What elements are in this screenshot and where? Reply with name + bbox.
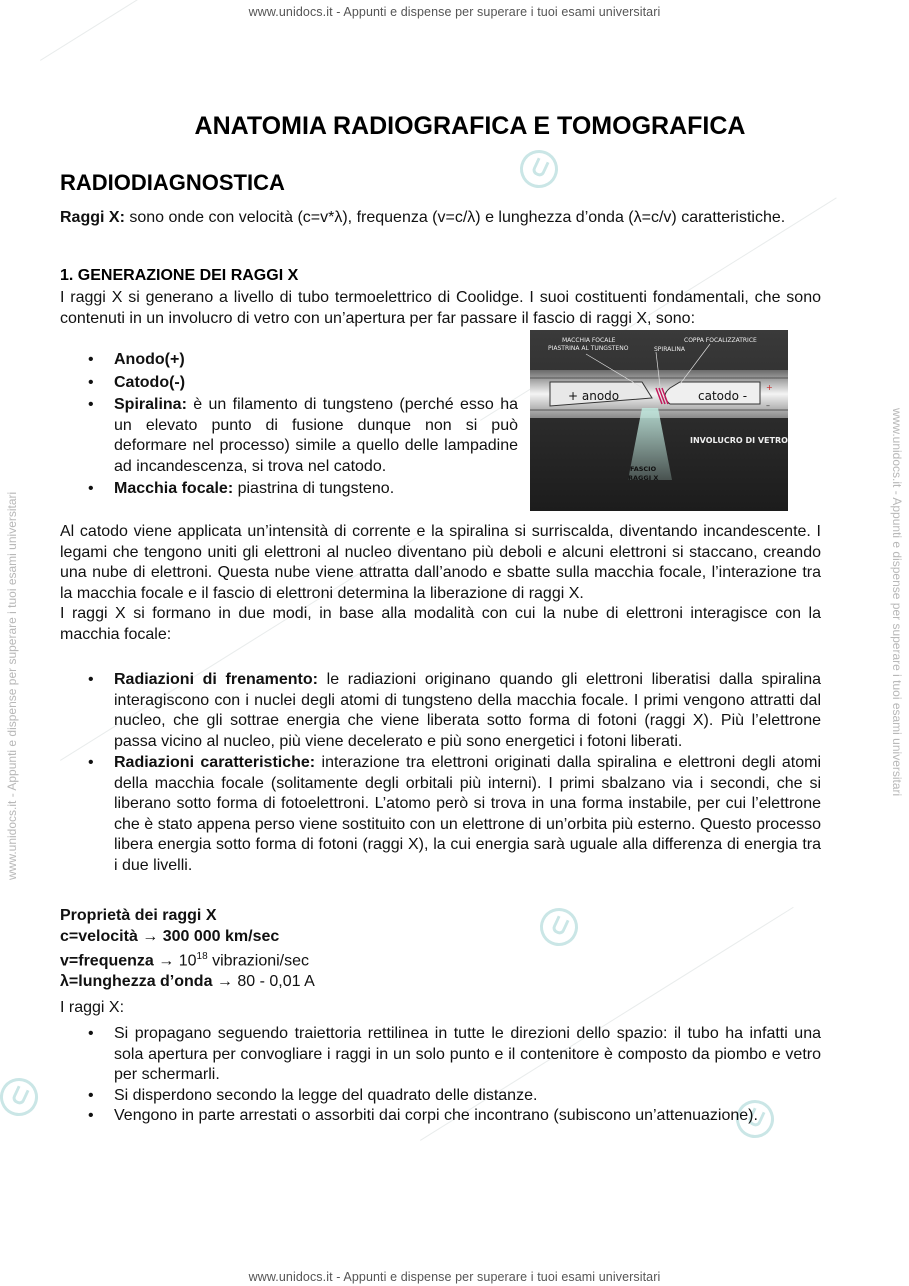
list-item [114,373,518,394]
watermark-logo-icon [0,1072,44,1122]
catodo-block [60,522,821,645]
catodo-paragraph: Al catodo viene applicata un’intensità di corrente e la spiralina si surriscalda, diventando incandescente. I legami che tengono uniti gli elettroni al nucleo diventano più deboli e alcuni elettroni si staccano, creando una nube di elettroni. Questa nube viene attratta dall’anodo e sbatte sulla macchia focale, l’interazione tra la macchia focale e il fascio di elettroni determina la liberazione di raggi X. [60,523,821,602]
watermark-header[interactable]: www.unidocs.it - Appunti e dispense per superare i tuoi esami universitari [248,5,661,19]
component-term: Anodo(+) [114,351,185,368]
modi-text: interazione tra elettroni originati dalla spiralina e elettroni degli atomi della macchia focale (solitamente degli orbitali più interni). I primi sbalzano via i secondi, che si liberano sotto forma di fotoelettroni. L’atomo però si trova in una forma instabile, per cui l’elettrone che è stato appena perso viene sostituito con un elettrone di un’orbita più esterno. Questo processo libera energia sotto forma di fotoni (raggi X), la cui energia sarà uguale alla differenza di energia tra i due livelli. [114,754,822,874]
property-name: =frequenza [68,952,154,970]
modi-list [60,670,821,876]
property-value: → 10 [153,952,197,970]
coolidge-tube-diagram [530,330,788,511]
generation-block [60,267,821,329]
watermark-side-left: www.unidocs.it - Appunti e dispense per superare i tuoi esami universitari [5,491,19,880]
intro-paragraph [60,208,821,229]
watermark-footer[interactable]: www.unidocs.it - Appunti e dispense per superare i tuoi esami universitari [248,1270,661,1284]
property-name: =velocità [68,927,138,945]
document-title: ANATOMIA RADIOGRAFICA E TOMOGRAFICA [194,112,746,140]
list-item [114,753,821,876]
property-value: → 80 - 0,01 A [212,972,315,990]
intro-term: Raggi X: [60,209,125,226]
list-item: • Si propagano seguendo traiettoria rettilinea in tutte le direzioni dello spazio: il tubo ha infatti una sola apertura per convogliare i raggi in un solo punto e il contenitore è composto da piombo e vetro per schermarli. [114,1024,821,1086]
modi-term: Radiazioni di frenamento: [114,671,318,688]
property-name: =lunghezza d’onda [68,972,213,990]
label-macchia: MACCHIA FOCALE [562,337,616,344]
modi-paragraph: I raggi X si formano in due modi, in base alla modalità con cui la nube di elettroni interagisce con la macchia focale: [60,605,821,643]
properties-title: Proprietà dei raggi X [60,907,217,924]
label-catodo: catodo - [698,389,748,403]
list-item: • Si disperdono secondo la legge del quadrato delle distanze. [114,1086,821,1107]
property-row [60,927,821,948]
property-unit: vibrazioni/sec [207,952,310,970]
intro-text: sono onde con velocità (c=v*λ), frequenza (v=c/λ) e lunghezza d’onda (λ=c/v) caratteristiche. [124,209,786,226]
property-row [60,947,821,972]
list-item [114,395,518,477]
properties-block [60,906,821,992]
components-list [60,350,518,500]
watermark-side-right: www.unidocs.it - Appunti e dispense per superare i tuoi esami universitari [890,408,904,797]
label-anodo: + anodo [568,389,620,403]
component-text: piastrina di tungsteno. [233,480,395,497]
property-exponent: 18 [196,951,208,962]
label-involucro: INVOLUCRO DI VETRO [690,436,788,445]
list-item [114,670,821,752]
list-item [114,350,518,371]
list-item [114,479,518,500]
raggi-intro-block [60,998,821,1019]
label-minus: – [766,401,770,410]
list-item: • Vengono in parte arrestati o assorbiti dai corpi che incontrano (subiscono un’attenuazione). [114,1106,821,1127]
property-symbol: c [60,927,69,945]
component-term: Spiralina: [114,396,187,413]
label-piastrina: PIASTRINA AL TUNGSTENO [548,345,629,352]
label-spiralina: SPIRALINA [654,346,685,353]
generation-paragraph: I raggi X si generano a livello di tubo termoelettrico di Coolidge. I suoi costituenti fondamentali, che sono contenuti in un involucro di vetro con un’apertura per far passare il fascio di raggi X, sono: [60,289,821,327]
label-plus: + [766,383,773,392]
label-fascio-2: RAGGI X [628,474,659,482]
label-fascio-1: FASCIO [630,465,657,473]
coolidge-tube-figure [530,330,788,511]
component-term: Catodo(-) [114,373,186,391]
modi-text: le radiazioni originano quando gli elettroni liberatisi dalla spiralina interagiscono con i nuclei degli atomi di tungsteno della macchia focale. I primi vengono attratti dal nucleo, che gli sottrae energia che viene liberata sotto forma di fotoni (raggi X). Più l’elettrone passa vicino al nucleo, più viene decelerato e più sono energetici i fotoni liberati. [114,671,821,750]
component-text: è un filamento di tungsteno (perché esso ha un elevato punto di fusione dunque non si può deformare nel processo) simile a quello delle lampadine ad incandescenza, si trova nel catodo. [114,396,518,475]
property-symbol: λ [60,972,69,990]
raggi-list [60,1024,821,1127]
property-value: → 300 000 km/sec [137,927,280,945]
component-term: Macchia focale: [114,480,234,497]
property-symbol: v [60,952,69,970]
subsection-heading: 1. GENERAZIONE DEI RAGGI X [60,267,299,284]
modi-term: Radiazioni caratteristiche: [114,754,316,771]
label-coppa: COPPA FOCALIZZATRICE [684,337,757,344]
watermark-logo-icon [514,144,564,194]
raggi-intro: I raggi X: [60,999,125,1016]
property-row [60,972,821,993]
section-heading: RADIODIAGNOSTICA [60,170,285,195]
